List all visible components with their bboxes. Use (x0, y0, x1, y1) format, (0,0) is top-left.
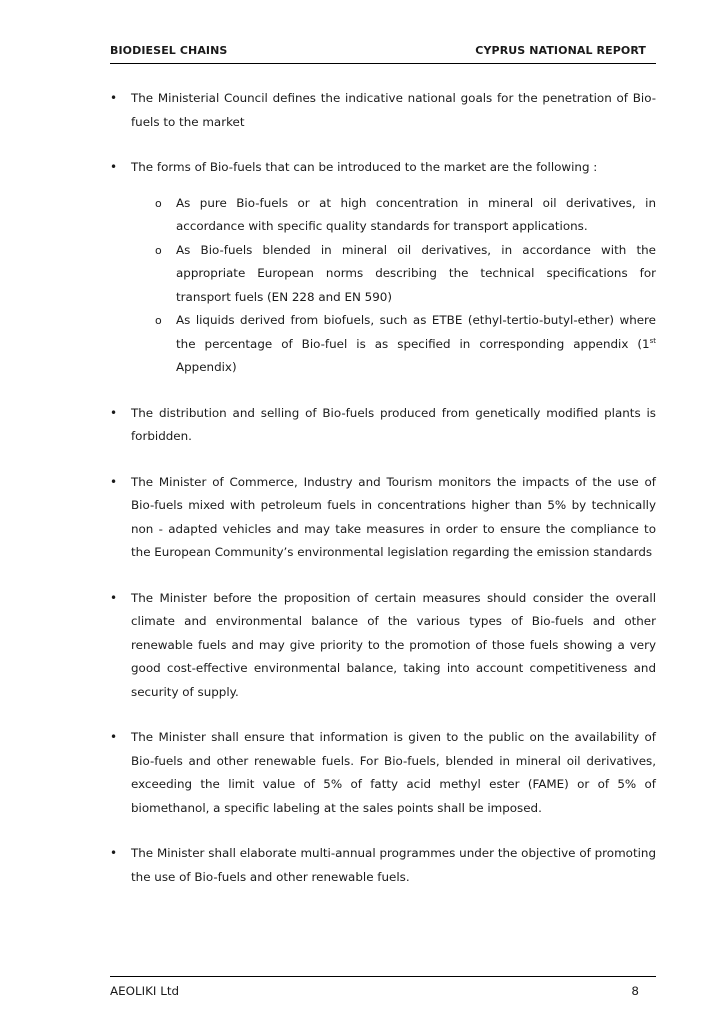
list-item (110, 587, 656, 705)
bullet-icon: • (110, 730, 118, 744)
sub-list (131, 192, 656, 380)
bullet-icon: • (110, 474, 118, 489)
sub-list-item-text-tail: Appendix) (176, 360, 237, 374)
list-item-text: The Ministerial Council defines the indicative national goals for the penetration of Bio-fuels to the market (131, 91, 656, 129)
page-header (110, 41, 656, 64)
bullet-icon: • (110, 846, 118, 860)
list-item (110, 87, 656, 134)
list-item-text: The forms of Bio-fuels that can be introduced to the market are the following : (131, 160, 598, 174)
header-title: BIODIESEL CHAINS (110, 44, 228, 57)
page-footer (110, 976, 656, 998)
list-item (110, 156, 656, 380)
list-item-text: The Minister of Commerce, Industry and Tourism monitors the impacts of the use of Bio-fuels mixed with petroleum fuels in concentrations higher than 5% by technically non - adapted vehicles and may take measures in order to ensure the compliance to the European Community’s environmental legislation regarding the emission standards (131, 474, 656, 559)
list-item-text: The Minister shall ensure that information is given to the public on the availability of Bio-fuels and other renewable fuels. For Bio-fuels, blended in mineral oil derivatives, exceeding the limit value of 5% of fatty acid methyl ester (FAME) or of 5% of biomethanol, a specific labeling at the sales points shall be imposed. (131, 730, 656, 815)
list-item-text: The distribution and selling of Bio-fuels produced from genetically modified plants is forbidden. (131, 405, 656, 443)
bullet-icon: • (110, 405, 118, 420)
bullet-icon: • (110, 91, 118, 105)
footer-company: AEOLIKI Ltd (110, 984, 180, 998)
list-item (110, 471, 656, 565)
superscript: st (649, 336, 656, 345)
sub-list-item (155, 239, 656, 310)
sub-list-item-text: As Bio-fuels blended in mineral oil derivatives, in accordance with the appropriate European norms describing the technical specifications for transport fuels (EN 228 and EN 590) (176, 242, 656, 304)
list-item-text: The Minister before the proposition of certain measures should consider the overall climate and environmental balance of the various types of Bio-fuels and other renewable fuels and may give priority to the promotion of those fuels showing a very good cost-effective environmental balance, taking into account competitiveness and security of supply. (131, 590, 656, 699)
page-number: 8 (631, 984, 639, 998)
circle-bullet-icon: o (155, 196, 162, 210)
bullet-icon: • (110, 160, 118, 174)
list-item (110, 726, 656, 820)
circle-bullet-icon: o (155, 314, 162, 327)
bullet-icon: • (110, 590, 118, 605)
sub-list-item-text: As liquids derived from biofuels, such as ETBE (ethyl-tertio-butyl-ether) where the percentage of Bio-fuel is as specified in corresponding appendix (1 (176, 313, 656, 351)
list-item-text: The Minister shall elaborate multi-annual programmes under the objective of promoting the use of Bio-fuels and other renewable fuels. (131, 846, 656, 884)
list-item (110, 842, 656, 889)
circle-bullet-icon: o (155, 243, 162, 257)
bullet-list (110, 87, 656, 911)
list-item (110, 402, 656, 449)
sub-list-item (155, 309, 656, 380)
sub-list-item-text: As pure Bio-fuels or at high concentration in mineral oil derivatives, in accordance with specific quality standards for transport applications. (176, 195, 656, 233)
sub-list-item (155, 192, 656, 239)
header-report-name: CYPRUS NATIONAL REPORT (475, 44, 646, 57)
